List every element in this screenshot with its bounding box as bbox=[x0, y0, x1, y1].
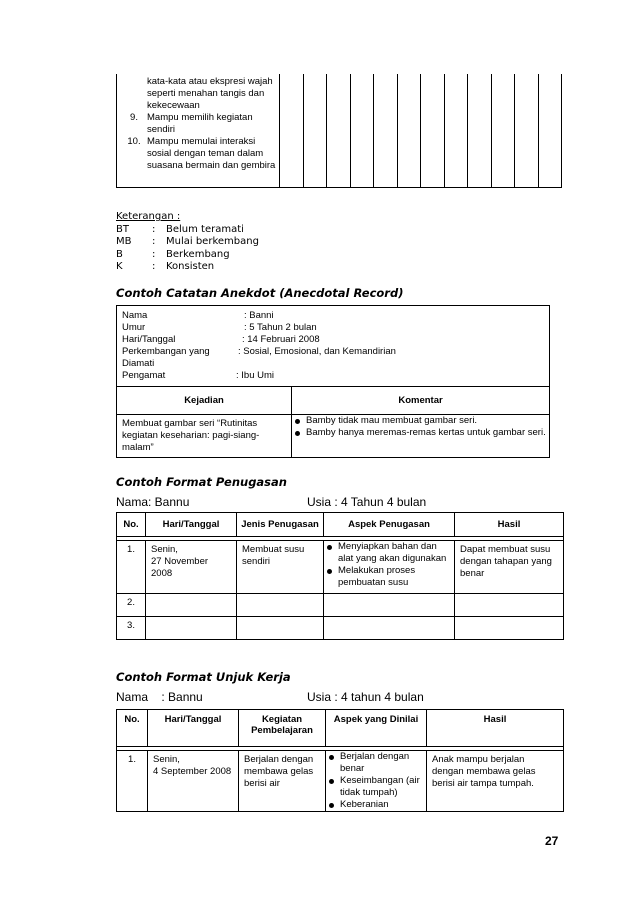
unjuk-kerja-table bbox=[116, 709, 564, 812]
legend-code: BT bbox=[116, 223, 129, 235]
aspek-item: Keberanian bbox=[326, 799, 426, 811]
col-aspek: Aspek Penugasan bbox=[324, 513, 455, 537]
checkbox-cell bbox=[374, 74, 398, 188]
page-number: 27 bbox=[545, 834, 559, 848]
row-hari: Senin, 27 November 2008 bbox=[151, 544, 209, 579]
col-hasil: Hasil bbox=[455, 513, 564, 537]
field-label: Pengamat bbox=[122, 370, 166, 381]
row-no: 2. bbox=[127, 597, 135, 608]
checkbox-cell bbox=[515, 74, 539, 188]
penugasan-table bbox=[116, 512, 564, 640]
checkbox-cell bbox=[327, 74, 351, 188]
top-row-num: 9. bbox=[130, 112, 138, 123]
field-label: Perkembangan yang Diamati bbox=[122, 346, 210, 369]
anekdot-info-cell bbox=[117, 306, 550, 387]
unjuk-kerja-nama: Nama : Bannu bbox=[116, 690, 203, 704]
top-row-text: Mampu memilih kegiatan sendiri bbox=[147, 112, 253, 135]
legend-desc: Konsisten bbox=[166, 261, 215, 272]
col-komentar: Komentar bbox=[292, 387, 550, 415]
row-jenis: Membuat susu sendiri bbox=[242, 544, 305, 567]
komentar-item: Bamby tidak mau membuat gambar seri. bbox=[292, 415, 549, 427]
legend-desc: Berkembang bbox=[166, 248, 230, 260]
legend-code: K bbox=[116, 261, 123, 272]
row-hari: Senin, 4 September 2008 bbox=[153, 754, 232, 777]
legend-desc: Mulai berkembang bbox=[166, 236, 259, 247]
aspek-item: Melakukan proses pembuatan susu bbox=[324, 565, 454, 589]
row-hasil: Anak mampu berjalan dengan membawa gelas berisi air tampa tumpah. bbox=[432, 754, 536, 789]
row-aspek-list bbox=[326, 751, 426, 811]
penugasan-heading: Contoh Format Penugasan bbox=[116, 475, 287, 489]
field-value: : 5 Tahun 2 bulan bbox=[244, 322, 317, 333]
komentar-list bbox=[292, 415, 549, 439]
checkbox-cell bbox=[538, 74, 562, 188]
aspek-item: Berjalan dengan benar bbox=[326, 751, 426, 775]
legend-sep: : bbox=[152, 236, 156, 247]
row-hasil: Dapat membuat susu dengan tahapan yang benar bbox=[460, 544, 552, 579]
checkbox-cell bbox=[350, 74, 374, 188]
col-aspek: Aspek yang Dinilai bbox=[326, 710, 427, 747]
col-jenis: Jenis Penugasan bbox=[237, 513, 324, 537]
checkbox-cell bbox=[303, 74, 327, 188]
aspek-item: Keseimbangan (air tidak tumpah) bbox=[326, 775, 426, 799]
top-row-num: 10. bbox=[127, 136, 141, 147]
komentar-item: Bamby hanya meremas-remas kertas untuk gambar seri. bbox=[292, 427, 549, 439]
legend-code: B bbox=[116, 248, 123, 260]
top-row-text: kata-kata atau ekspresi wajah seperti menahan tangis dan kekecewaan bbox=[147, 76, 273, 111]
legend-sep: : bbox=[152, 223, 156, 235]
field-value: : 14 Februari 2008 bbox=[242, 334, 320, 345]
col-kejadian: Kejadian bbox=[117, 387, 292, 415]
anekdot-table bbox=[116, 305, 550, 458]
komentar-cell bbox=[292, 415, 550, 458]
checkbox-cell bbox=[397, 74, 421, 188]
field-label: Hari/Tanggal bbox=[122, 334, 176, 345]
legend-desc: Belum teramati bbox=[166, 223, 244, 235]
keterangan-legend bbox=[116, 211, 366, 274]
col-no: No. bbox=[117, 513, 146, 537]
anekdot-heading: Contoh Catatan Anekdot (Anecdotal Record) bbox=[116, 286, 404, 300]
unjuk-kerja-heading: Contoh Format Unjuk Kerja bbox=[116, 670, 291, 684]
kejadian-text: Membuat gambar seri “Rutinitas kegiatan keseharian: pagi-siang-malam” bbox=[122, 418, 260, 453]
row-no: 1. bbox=[127, 544, 135, 555]
col-hari: Hari/Tanggal bbox=[148, 710, 239, 747]
row-no: 3. bbox=[127, 620, 135, 631]
checkbox-cell bbox=[444, 74, 468, 188]
field-value: : Sosial, Emosional, dan Kemandirian bbox=[238, 346, 396, 357]
field-label: Umur bbox=[122, 322, 146, 333]
top-table-text-cell bbox=[117, 74, 280, 188]
penugasan-nama: Nama: Bannu bbox=[116, 495, 190, 509]
row-no: 1. bbox=[128, 754, 136, 765]
row-aspek-list bbox=[324, 541, 454, 589]
aspek-item: Menyiapkan bahan dan alat yang akan digunakan bbox=[324, 541, 454, 565]
top-observation-table bbox=[116, 74, 562, 188]
row-kegiatan: Berjalan dengan membawa gelas berisi air bbox=[244, 754, 314, 789]
unjuk-kerja-usia: Usia : 4 tahun 4 bulan bbox=[307, 690, 424, 704]
legend-code: MB bbox=[116, 236, 132, 247]
keterangan-title: Keterangan : bbox=[116, 211, 181, 222]
col-no: No. bbox=[117, 710, 148, 747]
col-hari: Hari/Tanggal bbox=[146, 513, 237, 537]
checkbox-cell bbox=[280, 74, 304, 188]
legend-sep: : bbox=[152, 248, 156, 260]
col-hasil: Hasil bbox=[427, 710, 564, 747]
checkbox-cell bbox=[468, 74, 492, 188]
checkbox-cell bbox=[491, 74, 515, 188]
field-value: : Banni bbox=[244, 310, 274, 321]
legend-sep: : bbox=[152, 261, 156, 272]
col-kegiatan: Kegiatan Pembelajaran bbox=[239, 710, 326, 747]
field-value: : Ibu Umi bbox=[236, 370, 275, 381]
kejadian-cell bbox=[117, 415, 292, 458]
field-label: Nama bbox=[122, 310, 148, 321]
penugasan-usia: Usia : 4 Tahun 4 bulan bbox=[307, 495, 427, 509]
checkbox-cell bbox=[421, 74, 445, 188]
top-row-text: Mampu memulai interaksi sosial dengan teman dalam suasana bermain dan gembira bbox=[147, 136, 276, 171]
